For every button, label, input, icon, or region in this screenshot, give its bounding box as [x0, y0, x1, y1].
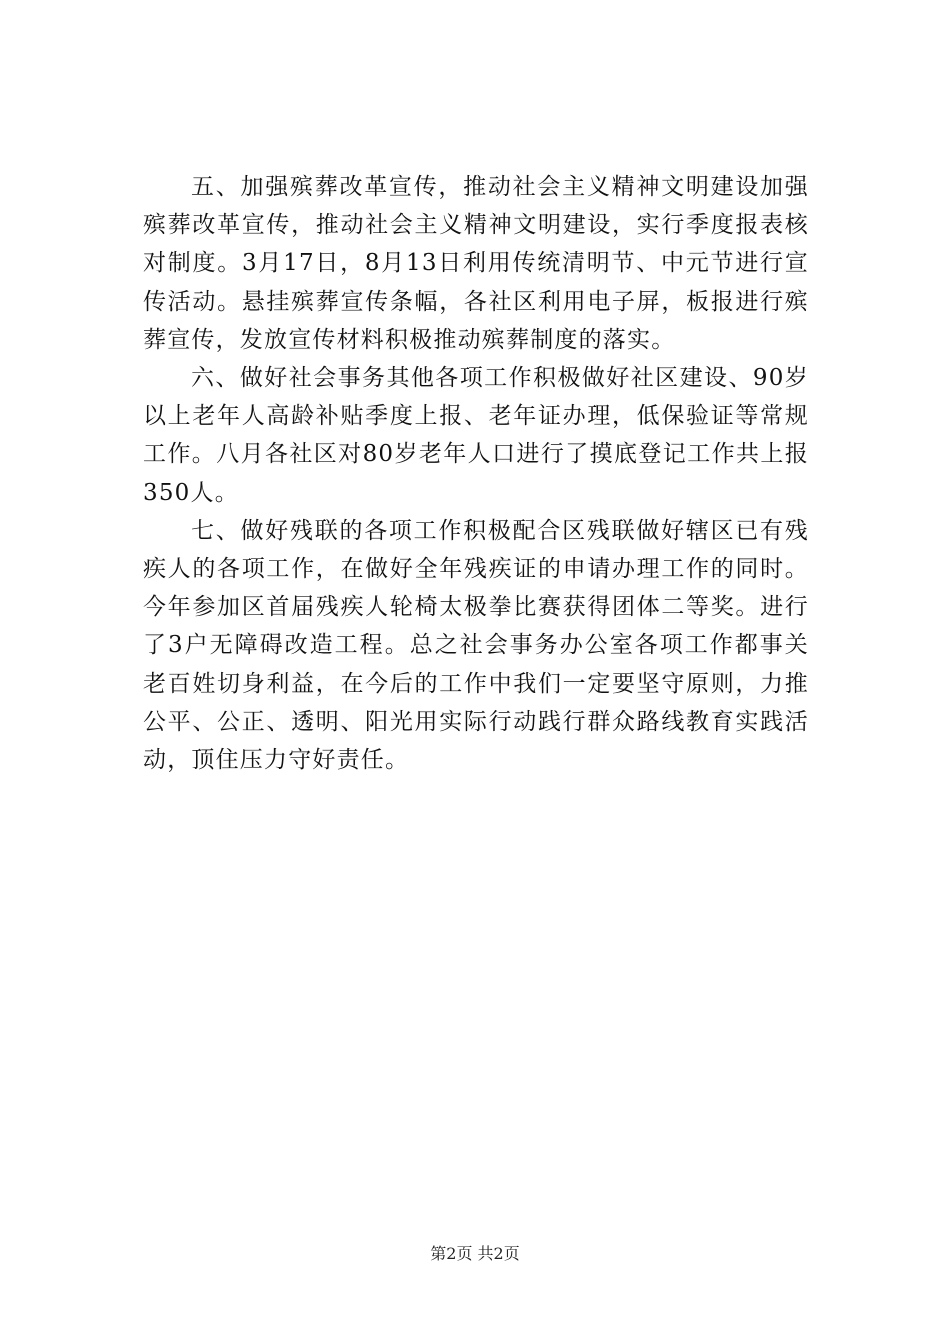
document-body	[143, 168, 809, 779]
paragraph-disability-federation: 七、做好残联的各项工作积极配合区残联做好辖区已有残疾人的各项工作，在做好全年残疾证的申请办理工作的同时。今年参加区首届残疾人轮椅太极拳比赛获得团体二等奖。进行了3户无障碍改造工程。总之社会事务办公室各项工作都事关老百姓切身利益，在今后的工作中我们一定要坚守原则，力推公平、公正、透明、阳光用实际行动践行群众路线教育实践活动，顶住压力守好责任。	[143, 517, 809, 774]
paragraph-funeral-reform: 五、加强殡葬改革宣传，推动社会主义精神文明建设加强殡葬改革宣传，推动社会主义精神文明建设，实行季度报表核对制度。3月17日，8月13日利用传统清明节、中元节进行宣传活动。悬挂殡葬宣传条幅，各社区利用电子屏，板报进行殡葬宣传，发放宣传材料积极推动殡葬制度的落实。	[143, 174, 809, 353]
page-number-footer: 第2页 共2页	[430, 1244, 520, 1263]
paragraph-social-affairs: 六、做好社会事务其他各项工作积极做好社区建设、90岁以上老年人高龄补贴季度上报、老年证办理，低保验证等常规工作。八月各社区对80岁老年人口进行了摸底登记工作共上报350人。	[143, 365, 809, 506]
